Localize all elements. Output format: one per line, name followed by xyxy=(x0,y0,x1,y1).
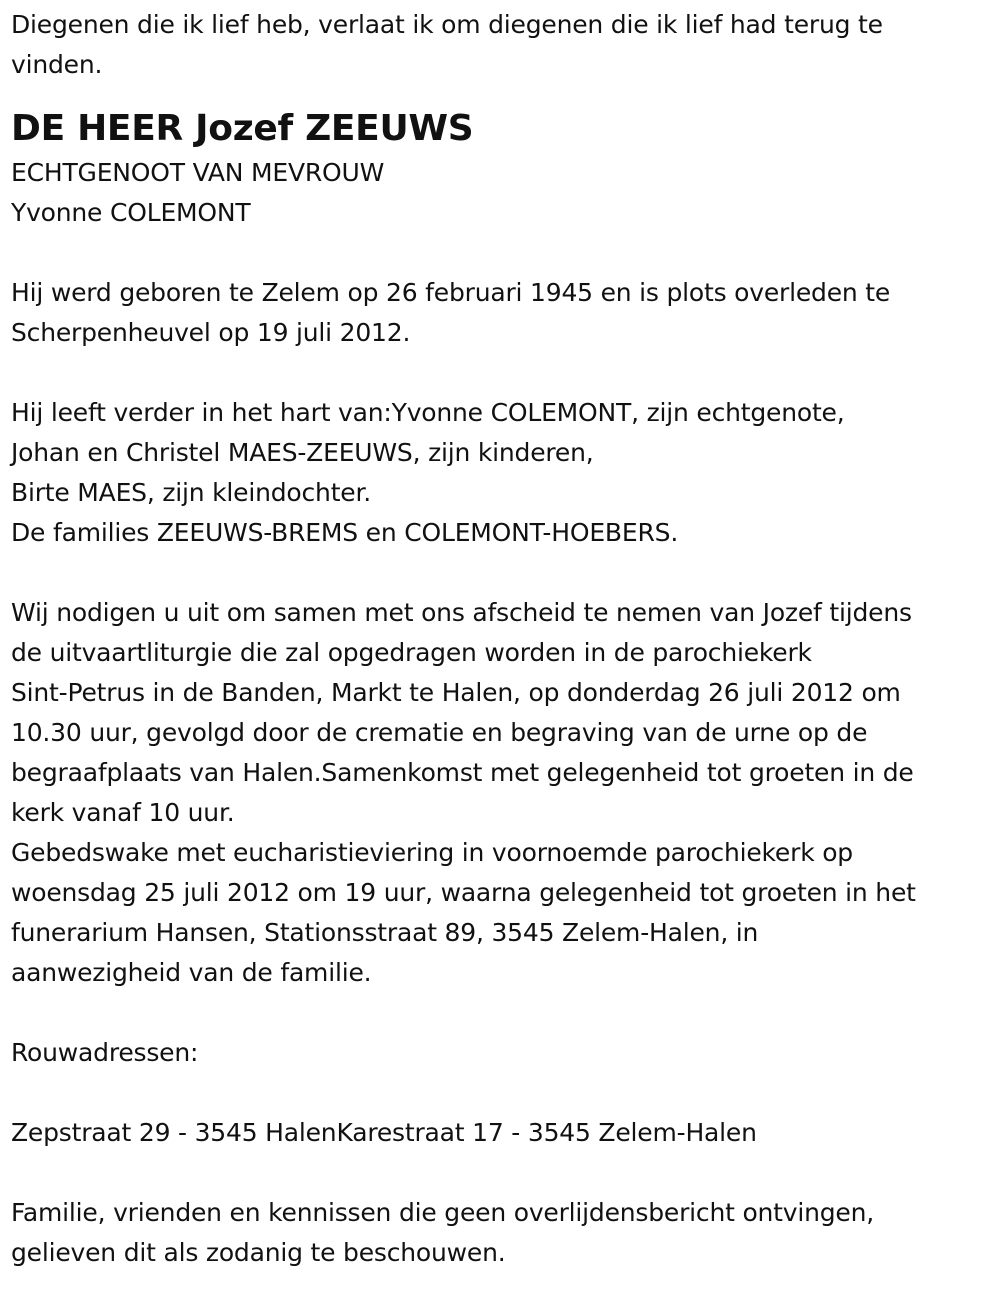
spouse-line: Yvonne COLEMONT xyxy=(11,198,251,227)
mourning-label: Rouwadressen: xyxy=(11,1038,199,1067)
spacer xyxy=(11,233,996,273)
opening-quote xyxy=(11,5,996,85)
paragraph-line: Gebedswake met eucharistieviering in voornoemde parochiekerk op xyxy=(11,838,853,867)
closing-paragraph xyxy=(11,1193,996,1273)
paragraph-line: Wij nodigen u uit om samen met ons afscheid te nemen van Jozef tijdens xyxy=(11,598,912,627)
quote-line: vinden. xyxy=(11,50,103,79)
spacer xyxy=(11,1073,996,1113)
paragraph-line: Familie, vrienden en kennissen die geen overlijdensbericht ontvingen, xyxy=(11,1198,875,1227)
mourning-addresses: Zepstraat 29 - 3545 HalenKarestraat 17 - 3545 Zelem-Halen xyxy=(11,1118,757,1147)
birth-death-paragraph xyxy=(11,273,996,353)
paragraph-line: Sint-Petrus in de Banden, Markt te Halen, op donderdag 26 juli 2012 om xyxy=(11,678,901,707)
deceased-name: DE HEER Jozef ZEEUWS xyxy=(11,108,474,149)
survivors-paragraph xyxy=(11,393,996,553)
spacer xyxy=(11,1153,996,1193)
paragraph-line: begraafplaats van Halen.Samenkomst met gelegenheid tot groeten in de xyxy=(11,758,914,787)
spacer xyxy=(11,553,996,593)
paragraph-line: funerarium Hansen, Stationsstraat 89, 3545 Zelem-Halen, in xyxy=(11,918,759,947)
paragraph-line: aanwezigheid van de familie. xyxy=(11,958,372,987)
paragraph-line: de uitvaartliturgie die zal opgedragen worden in de parochiekerk xyxy=(11,638,812,667)
quote-line: Diegenen die ik lief heb, verlaat ik om diegenen die ik lief had terug te xyxy=(11,10,883,39)
paragraph-line: Hij leeft verder in het hart van:Yvonne COLEMONT, zijn echtgenote, xyxy=(11,398,845,427)
invitation-paragraph xyxy=(11,593,996,993)
paragraph-line: De families ZEEUWS-BREMS en COLEMONT-HOEBERS. xyxy=(11,518,679,547)
paragraph-line: Hij werd geboren te Zelem op 26 februari 1945 en is plots overleden te xyxy=(11,278,891,307)
paragraph-line: Johan en Christel MAES-ZEEUWS, zijn kinderen, xyxy=(11,438,594,467)
paragraph-line: woensdag 25 juli 2012 om 19 uur, waarna gelegenheid tot groeten in het xyxy=(11,878,916,907)
paragraph-line: kerk vanaf 10 uur. xyxy=(11,798,235,827)
spacer xyxy=(11,993,996,1033)
spacer xyxy=(11,353,996,393)
paragraph-line: Scherpenheuvel op 19 juli 2012. xyxy=(11,318,411,347)
paragraph-line: 10.30 uur, gevolgd door de crematie en begraving van de urne op de xyxy=(11,718,868,747)
spouse-block xyxy=(11,153,996,233)
spouse-line: ECHTGENOOT VAN MEVROUW xyxy=(11,158,385,187)
obituary-document xyxy=(11,5,996,1273)
paragraph-line: gelieven dit als zodanig te beschouwen. xyxy=(11,1238,506,1267)
paragraph-line: Birte MAES, zijn kleindochter. xyxy=(11,478,372,507)
